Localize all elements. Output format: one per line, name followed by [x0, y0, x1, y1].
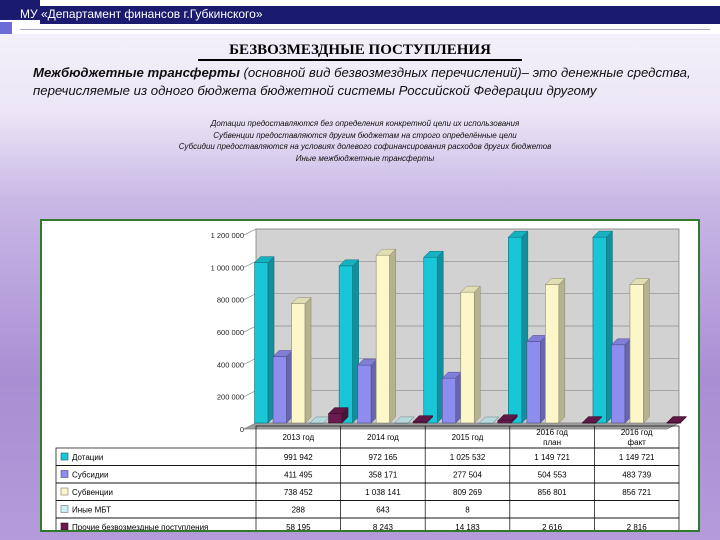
- bar-2-0: [292, 304, 306, 423]
- table-cell-value: 809 269: [453, 488, 482, 497]
- table-cell-value: 2 616: [542, 523, 563, 530]
- bar-1-3: [527, 341, 541, 423]
- bar-1-1: [358, 365, 372, 423]
- table-cell-value: 483 739: [622, 470, 652, 480]
- y-tick-label: 800 000: [216, 295, 244, 305]
- y-tick-label: 1 000 000: [210, 263, 244, 273]
- table-cell-value: 504 553: [537, 470, 567, 480]
- bar-side: [474, 286, 480, 423]
- bar-0-3: [508, 237, 521, 423]
- bar-2-1: [376, 255, 390, 423]
- table-cell-value: 8: [465, 505, 470, 515]
- legend-swatch: [61, 506, 68, 513]
- legend-swatch: [61, 453, 68, 460]
- table-cell-value: 1 149 721: [534, 453, 570, 462]
- bar-2-3: [545, 284, 559, 423]
- legend-swatch: [61, 488, 68, 495]
- table-cell-value: 1 038 141: [365, 488, 401, 497]
- x-category-label: план: [543, 438, 562, 447]
- legend-label: Прочие безвозмездные поступления: [72, 523, 209, 530]
- bar-chart: [42, 221, 698, 530]
- definitions-list: [100, 118, 630, 164]
- table-cell-value: 991 942: [283, 453, 313, 462]
- x-category-label: 2014 год: [367, 433, 399, 442]
- x-category-label: 2016 год: [536, 428, 568, 437]
- x-category-label: 2013 год: [282, 433, 315, 442]
- header-accent-square: [0, 22, 12, 34]
- y-tick-label: 200 000: [216, 392, 244, 402]
- x-category-label: 2016 год: [620, 428, 653, 437]
- chart-frame: [40, 219, 700, 532]
- bar-0-2: [424, 257, 438, 423]
- definition-item: Дотации предоставляются без определения конкретной цели их использования: [210, 119, 520, 128]
- gridline-side: [244, 229, 256, 235]
- y-tick-label: 600 000: [216, 328, 244, 337]
- lead-paragraph: [33, 64, 693, 100]
- table-cell-value: 8 243: [372, 523, 393, 530]
- legend-label: Субвенции: [72, 488, 113, 497]
- definition-item: Субсидии предоставляются на условиях долевого софинансирования расходов других бюджетов: [178, 142, 552, 151]
- gridline-side: [244, 294, 256, 300]
- legend-label: Субсидии: [72, 470, 109, 480]
- bar-1-0: [273, 356, 287, 423]
- gridline-side: [244, 261, 256, 267]
- slide-title: БЕЗВОЗМЕЗДНЫЕ ПОСТУПЛЕНИЯ: [229, 42, 491, 58]
- bar-side: [305, 298, 311, 423]
- y-tick-label: 1 200 000: [210, 231, 244, 240]
- bar-side: [643, 278, 649, 423]
- table-cell-value: 972 165: [368, 453, 398, 462]
- table-cell-value: 738 452: [283, 488, 313, 497]
- bar-side: [390, 249, 396, 423]
- table-cell-value: 288: [291, 505, 305, 515]
- bar-4-2: [498, 421, 512, 423]
- gridline-side: [244, 326, 256, 332]
- y-tick-label: 400 000: [216, 360, 244, 370]
- lead-text: (основной вид безвозмездных перечислений)– это денежные средства, перечисляемые из одного бюджета бюджетной системы Российской Федерации другому: [33, 65, 691, 98]
- legend-swatch: [61, 523, 68, 530]
- bar-0-1: [339, 266, 353, 423]
- table-cell-value: 1 025 532: [449, 453, 486, 462]
- table-cell-value: 1 149 721: [618, 453, 655, 462]
- legend-swatch: [61, 471, 68, 478]
- table-cell-value: 277 504: [453, 470, 482, 480]
- table-row: [56, 501, 679, 519]
- x-category-label: факт: [627, 438, 646, 447]
- gridline-side: [244, 391, 256, 397]
- definition-item: Субвенции предоставляются другим бюджетам на строго определённые цели: [213, 130, 517, 140]
- bar-side: [559, 278, 565, 423]
- bar-1-4: [611, 345, 625, 423]
- lead-term: Межбюджетные трансферты: [33, 65, 240, 80]
- title-underline: [198, 59, 522, 61]
- bar-2-4: [630, 284, 644, 423]
- table-cell-value: 411 495: [284, 470, 313, 480]
- legend-label: Иные МБТ: [72, 505, 112, 515]
- table-cell-value: 14 183: [455, 523, 480, 530]
- header-rule: [20, 29, 710, 30]
- table-cell-value: 2 816: [626, 523, 647, 530]
- bar-4-0: [329, 414, 343, 423]
- definition-item: Иные межбюджетные трансферты: [295, 153, 435, 163]
- table-cell-value: 358 171: [368, 470, 398, 480]
- y-tick-label: 0: [239, 425, 244, 434]
- table-cell-value: 58 195: [286, 523, 311, 530]
- gridline-side: [244, 358, 256, 364]
- x-category-label: 2015 год: [451, 433, 484, 442]
- bar-0-0: [255, 263, 268, 423]
- organization-name: МУ «Департамент финансов г.Губкинского»: [20, 7, 263, 21]
- bar-2-2: [461, 292, 475, 423]
- bar-1-2: [442, 378, 456, 423]
- legend-label: Дотации: [72, 453, 104, 462]
- table-cell-value: 856 721: [622, 488, 652, 497]
- bar-0-4: [593, 237, 607, 423]
- table-cell-value: 856 801: [537, 488, 567, 497]
- table-cell-value: 643: [376, 505, 390, 515]
